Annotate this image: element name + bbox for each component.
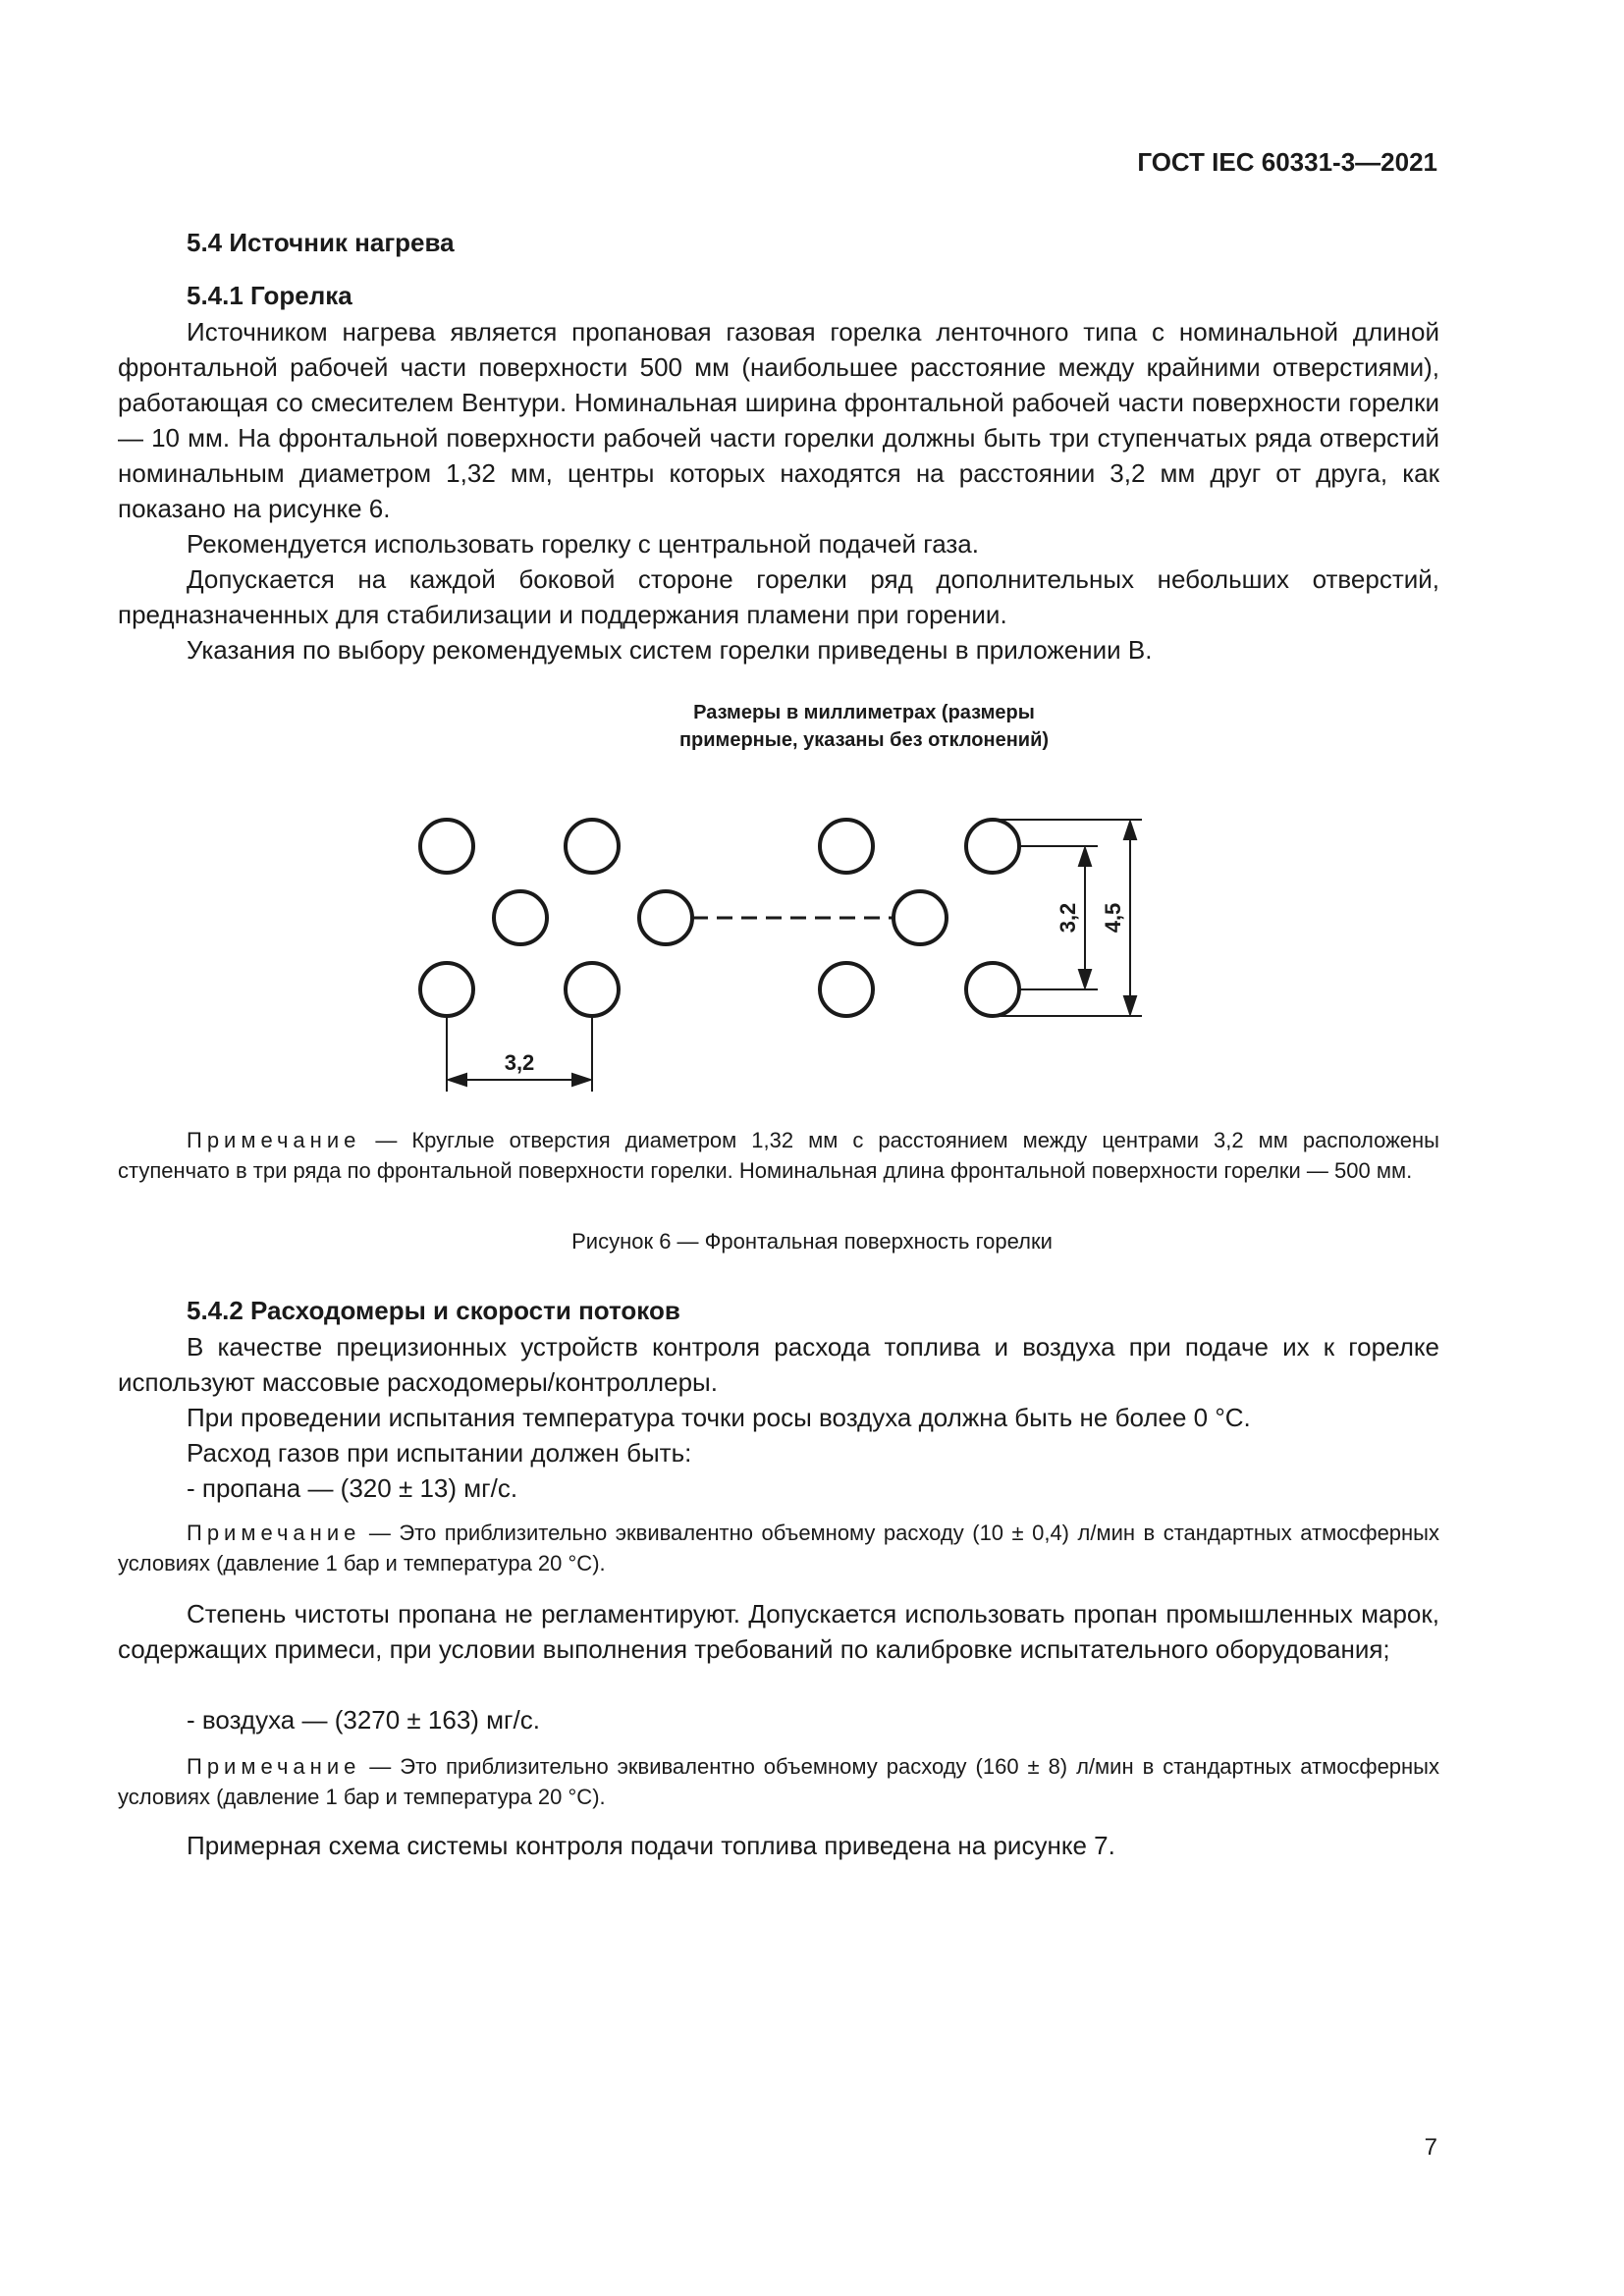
paragraph-propane-purity: Степень чистоты пропана не регламентируют. Допускается использовать пропан промышленных марок, содержащих примеси, при условии выполнения требований по калибровке испытательного оборудования;	[118, 1599, 1439, 1664]
arrowhead	[1079, 848, 1091, 866]
paragraph-central-gas-supply: Рекомендуется использовать горелку с центральной подачей газа.	[187, 529, 979, 559]
paragraph-flowmeters: В качестве прецизионных устройств контроля расхода топлива и воздуха при подаче их к горелке используют массовые расходомеры/контроллеры.	[118, 1332, 1439, 1397]
dimension-label-vertical-outer: 4,5	[1101, 902, 1125, 934]
arrowhead	[572, 1074, 590, 1086]
burner-hole	[820, 820, 873, 873]
paragraph-figure7-reference: Примерная схема системы контроля подачи топлива приведена на рисунке 7.	[187, 1831, 1115, 1860]
section-5-4-1-heading: 5.4.1 Горелка	[187, 281, 352, 310]
document-header: ГОСТ IEC 60331-3—2021	[1137, 147, 1437, 177]
burner-hole	[566, 963, 619, 1016]
note-label: Примечание	[187, 1521, 361, 1545]
burner-hole	[420, 963, 473, 1016]
burner-hole	[966, 963, 1019, 1016]
paragraph-burner-description: Источником нагрева является пропановая газовая горелка ленточного типа с номинальной длиной фронтальной рабочей части поверхности 500 мм (наибольшее расстояние между крайними отверстиями), работающая со смесителем Вентури. Номинальная ширина фронтальной рабочей части поверхности горелки — 10 мм. На фронтальной поверхности рабочей части горелки должны быть три ступенчатых ряда отверстий номинальным диаметром 1,32 мм, центры которых находятся на расстоянии 3,2 мм друг от друга, как показано на рисунке 6.	[118, 317, 1439, 523]
burner-hole	[494, 891, 547, 944]
paragraph-annex-reference: Указания по выбору рекомендуемых систем горелки приведены в приложении В.	[187, 635, 1153, 665]
figure-caption: Рисунок 6 — Фронтальная поверхность горелки	[571, 1229, 1053, 1254]
note-text: — Это приблизительно эквивалентно объемному расходу (160 ± 8) л/мин в стандартных атмосферных условиях (давление 1 бар и температура 20 °С).	[118, 1754, 1439, 1809]
page-number: 7	[1424, 2134, 1437, 2161]
arrowhead	[1124, 822, 1136, 839]
arrowhead	[1124, 996, 1136, 1014]
dimensions-note-line2: примерные, указаны без отклонений)	[678, 729, 1050, 751]
dimension-label-vertical-inner: 3,2	[1056, 902, 1080, 934]
burner-hole	[566, 820, 619, 873]
burner-hole	[420, 820, 473, 873]
list-item-propane: - пропана — (320 ± 13) мг/с.	[187, 1473, 518, 1503]
dimension-label-horizontal: 3,2	[504, 1050, 535, 1075]
burner-front-surface-diagram	[0, 0, 1624, 1129]
note-label: Примечание	[187, 1754, 361, 1779]
arrowhead	[449, 1074, 466, 1086]
list-item-air: - воздуха — (3270 ± 163) мг/с.	[187, 1705, 540, 1735]
burner-hole	[893, 891, 947, 944]
arrowhead	[1079, 970, 1091, 988]
burner-hole	[820, 963, 873, 1016]
propane-note	[118, 1518, 1439, 1578]
note-text: — Круглые отверстия диаметром 1,32 мм с расстоянием между центрами 3,2 мм расположены ступенчато в три ряда по фронтальной поверхности горелки. Номинальная длина фронтальной поверхности горелки — 500 мм.	[118, 1128, 1439, 1183]
note-label: Примечание	[187, 1128, 361, 1152]
paragraph-dew-point: При проведении испытания температура точки росы воздуха должна быть не более 0 °С.	[187, 1403, 1251, 1432]
section-5-4-heading: 5.4 Источник нагрева	[187, 228, 455, 257]
burner-hole	[639, 891, 692, 944]
dimensions-note-line1: Размеры в миллиметрах (размеры	[693, 702, 1035, 723]
air-note	[118, 1751, 1439, 1812]
section-5-4-2-heading: 5.4.2 Расходомеры и скорости потоков	[187, 1296, 680, 1325]
burner-hole	[966, 820, 1019, 873]
paragraph-gas-flow: Расход газов при испытании должен быть:	[187, 1438, 692, 1468]
figure-note	[118, 1125, 1439, 1186]
note-text: — Это приблизительно эквивалентно объемному расходу (10 ± 0,4) л/мин в стандартных атмосферных условиях (давление 1 бар и температура 20 °С).	[118, 1521, 1439, 1575]
paragraph-side-holes: Допускается на каждой боковой стороне горелки ряд дополнительных небольших отверстий, предназначенных для стабилизации и поддержания пламени при горении.	[118, 564, 1439, 629]
